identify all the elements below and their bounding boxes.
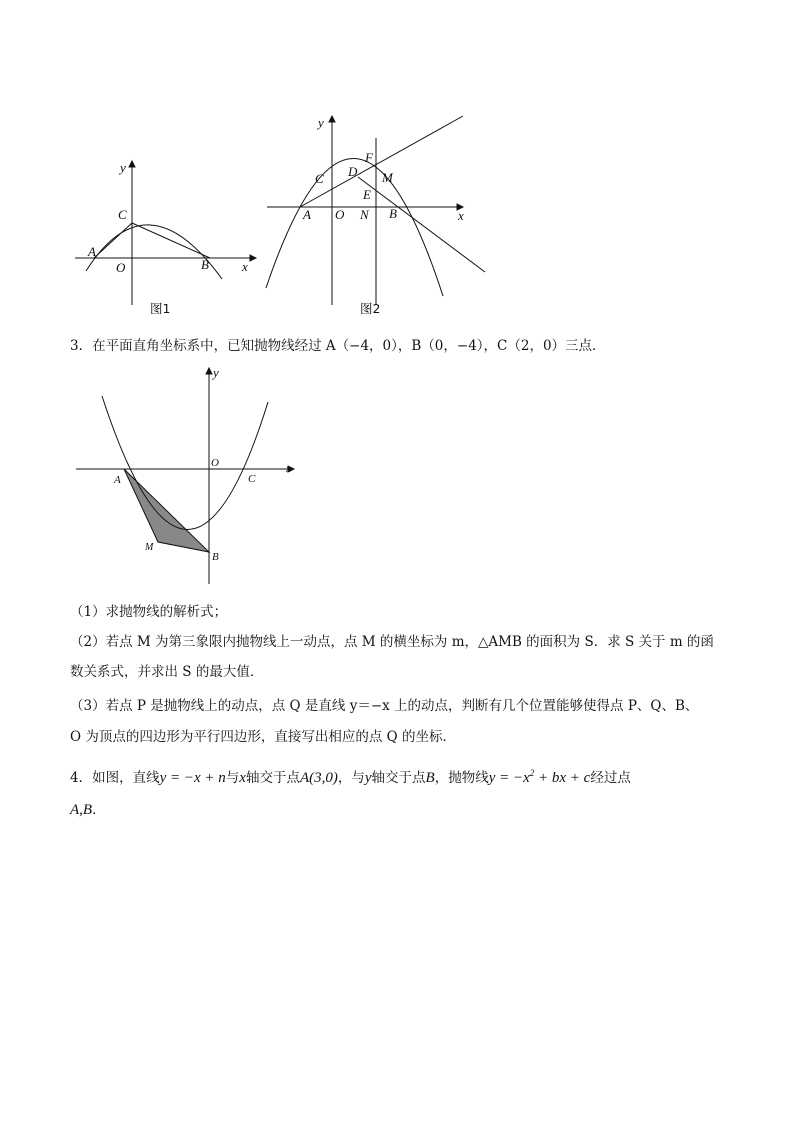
parabola bbox=[266, 158, 443, 296]
label-a: A bbox=[114, 474, 121, 486]
p4-point-b: B bbox=[425, 770, 435, 786]
label-a: A bbox=[88, 244, 96, 259]
p4-text-7: 经过点 bbox=[590, 770, 631, 786]
segment-ac bbox=[94, 223, 132, 258]
problem3-q2-line1: （2）若点 M 为第三象限内抛物线上一动点，点 M 的横坐标为 m，△AMB 的面积为 S．求 S 关于 m 的函 bbox=[70, 634, 714, 650]
y-arrow-icon bbox=[129, 161, 135, 167]
p4-eq-parabola bbox=[489, 770, 591, 786]
p4-text-4: ，与 bbox=[337, 770, 365, 786]
segment-cb bbox=[132, 223, 210, 258]
label-m: M bbox=[145, 542, 154, 553]
label-m: M bbox=[382, 170, 393, 185]
p4-text-1: 4．如图，直线 bbox=[70, 770, 160, 786]
p4-point-a: A(3,0) bbox=[299, 770, 338, 786]
label-o: O bbox=[211, 457, 219, 469]
label-b: B bbox=[201, 257, 209, 272]
problem4-line2 bbox=[70, 800, 730, 820]
p4-eq-parabola-exp: 2 bbox=[529, 768, 535, 778]
y-arrow-icon bbox=[206, 368, 212, 374]
p4-text-6: ，抛物线 bbox=[434, 770, 489, 786]
problem3-q2-line2: 数关系式，并求出 S 的最大值． bbox=[70, 664, 264, 680]
p4-text-3: 轴交于点 bbox=[245, 770, 300, 786]
p4-eq-parabola-a: y = −x bbox=[488, 770, 530, 786]
p4-text-2: 与 bbox=[225, 770, 240, 786]
problem3-q1: （1）求抛物线的解析式； bbox=[70, 604, 228, 620]
figure-3 bbox=[70, 362, 310, 590]
label-b: B bbox=[389, 206, 397, 221]
label-n: N bbox=[360, 207, 369, 222]
p4-var-y: y bbox=[364, 770, 372, 786]
label-o: O bbox=[116, 260, 126, 275]
label-a: A bbox=[303, 207, 311, 222]
label-e: E bbox=[363, 187, 371, 202]
caption-fig1: 图1 bbox=[150, 301, 171, 316]
problem3-q3-line2: O 为顶点的四边形为平行四边形，直接写出相应的点 Q 的坐标． bbox=[70, 729, 457, 745]
caption-fig2: 图2 bbox=[360, 301, 381, 316]
y-arrow-icon bbox=[329, 116, 335, 122]
label-b: B bbox=[212, 551, 219, 563]
p4-points-ab: A,B bbox=[70, 802, 93, 818]
p4-eq-parabola-c: + bx + c bbox=[534, 770, 591, 786]
label-y: y bbox=[213, 365, 219, 380]
label-y: y bbox=[120, 160, 126, 175]
p4-text-5: 轴交于点 bbox=[371, 770, 426, 786]
label-c: C bbox=[248, 473, 256, 485]
label-d: D bbox=[348, 164, 358, 179]
label-y: y bbox=[318, 115, 324, 130]
line-af bbox=[300, 116, 463, 207]
p4-eq-line: y = −x + n bbox=[159, 770, 226, 786]
figure-2 bbox=[262, 110, 492, 320]
p4-period: ． bbox=[92, 802, 106, 818]
p4-var-x: x bbox=[239, 770, 246, 786]
label-x: x bbox=[458, 208, 464, 223]
problem4-line1 bbox=[70, 763, 730, 788]
line-db bbox=[358, 177, 485, 272]
figure-1 bbox=[70, 155, 260, 320]
problem3-q3-line1: （3）若点 P 是抛物线上的动点，点 Q 是直线 y＝−x 上的动点，判断有几个位置能够使得点 P、Q、B、 bbox=[70, 698, 699, 714]
label-x: x bbox=[242, 259, 248, 274]
label-c: C bbox=[315, 171, 324, 186]
label-c: C bbox=[118, 207, 127, 222]
label-x: x bbox=[286, 463, 291, 475]
problem3-stem: 3．在平面直角坐标系中，已知抛物线经过 A（−4，0），B（0，−4），C（2，0）三点． bbox=[70, 338, 606, 354]
label-f: F bbox=[365, 150, 373, 165]
label-o: O bbox=[335, 207, 345, 222]
x-arrow-icon bbox=[250, 255, 256, 261]
parabola bbox=[102, 396, 268, 530]
